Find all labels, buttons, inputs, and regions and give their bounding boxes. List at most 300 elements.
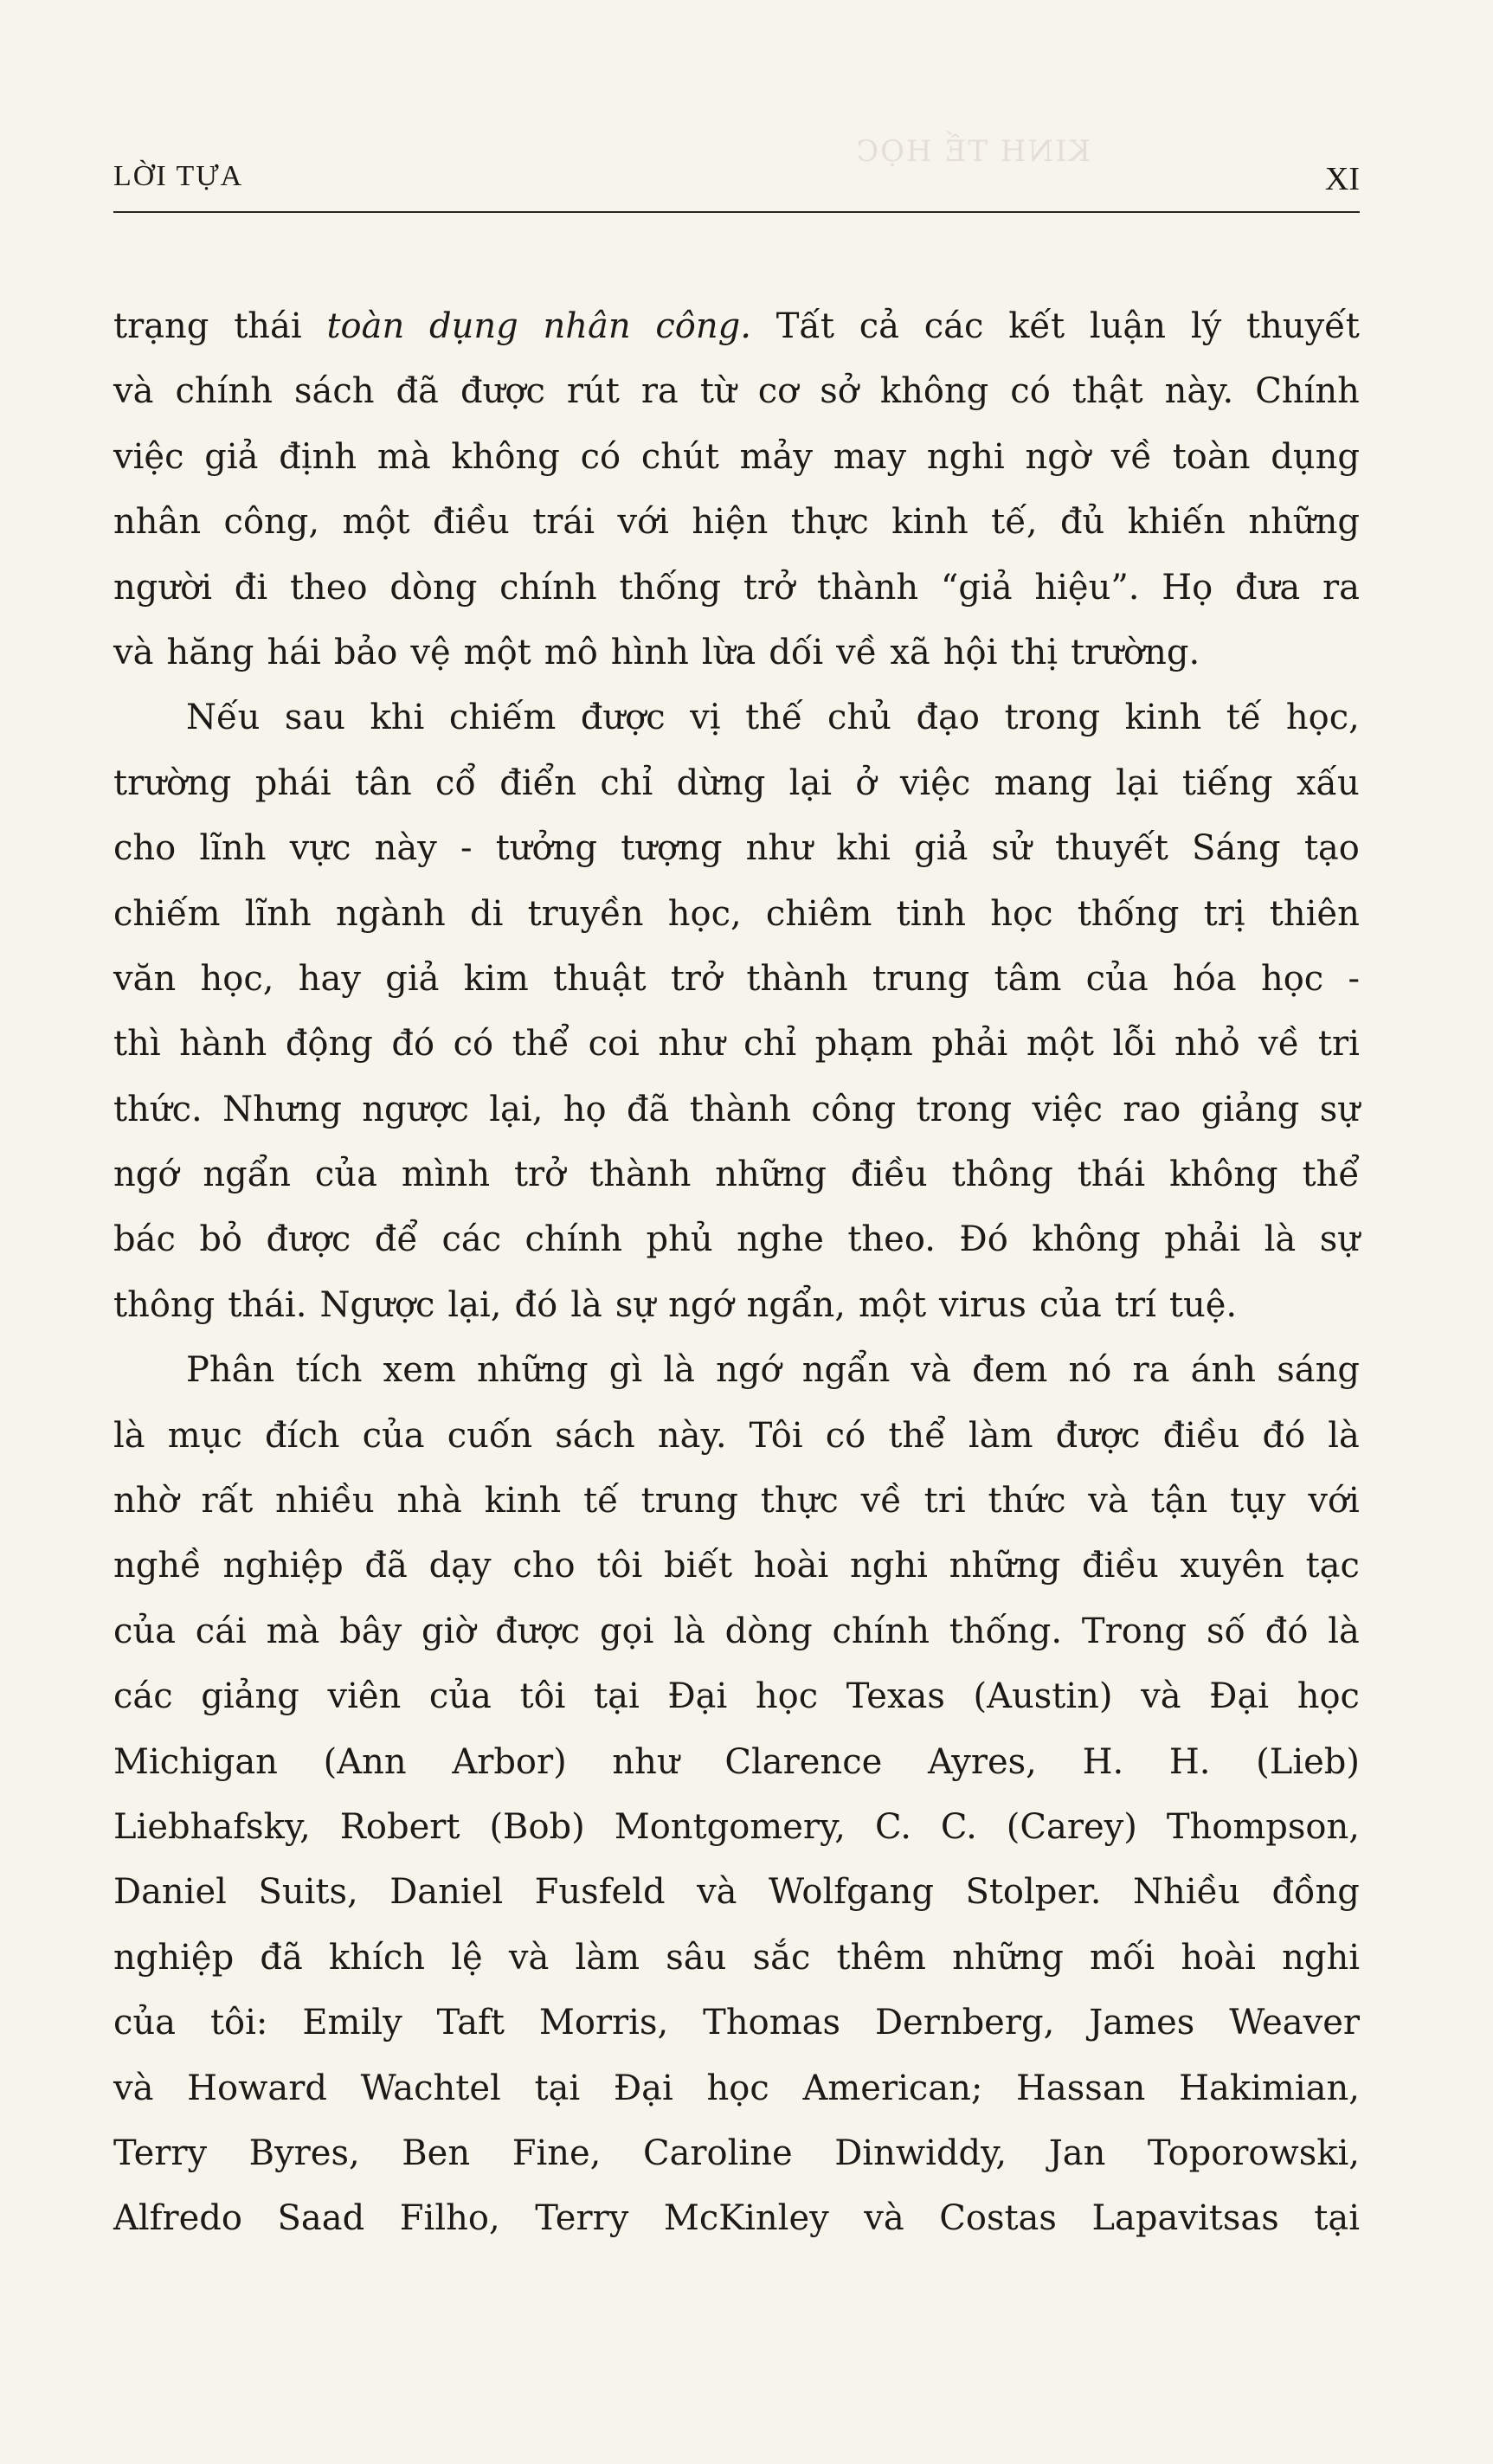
word: cả bbox=[859, 306, 899, 346]
word: được bbox=[495, 1611, 581, 1651]
word: mối bbox=[1090, 1937, 1155, 1978]
word: thuật bbox=[553, 958, 647, 999]
word: thông bbox=[113, 1284, 216, 1325]
word: có bbox=[825, 1415, 866, 1456]
word: chủ bbox=[827, 698, 891, 738]
word: hoài bbox=[753, 1546, 829, 1586]
word: Terry bbox=[535, 2198, 629, 2239]
word: giờ bbox=[422, 1611, 476, 1651]
word: nhỏ bbox=[1174, 1024, 1240, 1065]
word: sở bbox=[820, 371, 859, 412]
word: khi bbox=[836, 828, 891, 869]
word: xem bbox=[383, 1350, 456, 1391]
word: là bbox=[673, 1611, 705, 1651]
word: là bbox=[663, 1350, 695, 1391]
word: toàn bbox=[1172, 436, 1251, 477]
word: của bbox=[113, 1611, 177, 1651]
word: H. bbox=[1168, 1741, 1211, 1782]
word: ngớ bbox=[113, 1155, 179, 1195]
word: hóa bbox=[1172, 958, 1237, 999]
word: của bbox=[1085, 958, 1149, 999]
word: chỉ bbox=[743, 1024, 797, 1065]
word: và bbox=[1141, 1676, 1181, 1717]
word: thống. bbox=[949, 1611, 1063, 1651]
word: tôi bbox=[596, 1546, 643, 1586]
running-header bbox=[113, 160, 1360, 203]
word: và bbox=[911, 1350, 951, 1391]
word: được bbox=[460, 371, 545, 412]
word: Filho, bbox=[399, 2198, 500, 2239]
word: hình bbox=[610, 632, 689, 672]
word: (Ann bbox=[323, 1741, 407, 1782]
text-line bbox=[113, 882, 1360, 947]
word: một bbox=[463, 632, 531, 672]
word: được bbox=[1055, 1415, 1141, 1456]
word: coi bbox=[588, 1024, 640, 1065]
word: thái bbox=[234, 306, 302, 346]
word: ngành bbox=[336, 893, 446, 934]
word: cơ bbox=[757, 371, 799, 412]
word: học bbox=[1297, 1676, 1360, 1717]
word: tinh bbox=[896, 893, 967, 934]
word: là bbox=[1328, 1611, 1360, 1651]
word: những bbox=[952, 1937, 1064, 1978]
word: Hakimian, bbox=[1179, 2068, 1360, 2108]
word: nhà bbox=[396, 1481, 462, 1522]
word: sách bbox=[293, 371, 375, 412]
word: virus bbox=[939, 1284, 1026, 1325]
word: là bbox=[113, 1415, 145, 1456]
word: xấu bbox=[1296, 762, 1360, 803]
word: đó bbox=[1262, 1415, 1306, 1456]
word: thực bbox=[790, 502, 869, 543]
word: bác bbox=[113, 1219, 176, 1260]
word: Daniel bbox=[113, 1872, 227, 1913]
word: cái bbox=[195, 1611, 247, 1651]
word: mình bbox=[401, 1155, 491, 1195]
word: trái bbox=[532, 502, 595, 543]
word: kim bbox=[463, 958, 529, 999]
word: tuệ. bbox=[1168, 1284, 1238, 1325]
text-line bbox=[113, 490, 1360, 555]
word: phủ bbox=[646, 1219, 713, 1260]
word: ra bbox=[1322, 567, 1360, 608]
word: sử bbox=[991, 828, 1032, 869]
word: lại, bbox=[489, 1089, 544, 1129]
word: văn bbox=[113, 958, 177, 999]
word: C. bbox=[940, 1806, 977, 1847]
word: rút bbox=[566, 371, 620, 412]
word: C. bbox=[875, 1806, 911, 1847]
word: Stolper. bbox=[965, 1872, 1102, 1913]
word: Ayres, bbox=[927, 1741, 1037, 1782]
word: phạm bbox=[814, 1024, 913, 1065]
word: và bbox=[113, 632, 154, 672]
word: Nhưng bbox=[222, 1089, 342, 1129]
word: đích bbox=[264, 1415, 340, 1456]
word: tân bbox=[355, 762, 412, 803]
italic-word: nhân bbox=[543, 306, 631, 346]
word: tại bbox=[594, 1676, 640, 1717]
word: từ bbox=[699, 371, 737, 412]
word: nghề bbox=[113, 1546, 202, 1586]
word: - bbox=[1348, 958, 1360, 999]
word: luận bbox=[1089, 306, 1167, 346]
word: Wolfgang bbox=[769, 1872, 934, 1913]
text-line bbox=[113, 816, 1360, 881]
word: mà bbox=[266, 1611, 320, 1651]
word: sự bbox=[1319, 1089, 1360, 1129]
word: gọi bbox=[599, 1611, 654, 1651]
word: tế bbox=[1226, 698, 1262, 738]
word: lĩnh bbox=[244, 893, 312, 934]
word: đồng bbox=[1271, 1872, 1360, 1913]
word: một bbox=[342, 502, 410, 543]
word: khích bbox=[329, 1937, 425, 1978]
word: tượng bbox=[621, 828, 723, 869]
word: Toporowski, bbox=[1147, 2133, 1360, 2173]
word: và bbox=[864, 2198, 904, 2239]
word: cuốn bbox=[447, 1415, 533, 1456]
word: việc bbox=[113, 436, 184, 477]
word: phải bbox=[1164, 1219, 1241, 1260]
word: tại bbox=[1314, 2198, 1360, 2239]
word: những bbox=[476, 1350, 589, 1391]
word: mục bbox=[167, 1415, 242, 1456]
word: một bbox=[1026, 1024, 1094, 1065]
word: giả bbox=[204, 436, 259, 477]
word: tôi bbox=[519, 1676, 566, 1717]
word: trạng bbox=[113, 306, 209, 346]
word: họ bbox=[563, 1089, 607, 1129]
word: (Bob) bbox=[489, 1806, 585, 1847]
word: thái bbox=[1077, 1155, 1146, 1195]
word: các bbox=[923, 306, 984, 346]
word: chiếm bbox=[113, 893, 221, 934]
word: thị bbox=[1010, 632, 1059, 672]
word: những bbox=[1248, 502, 1360, 543]
word: phải bbox=[931, 1024, 1008, 1065]
italic-word: công. bbox=[655, 306, 751, 346]
word: di bbox=[469, 893, 504, 934]
word: Nhiều bbox=[1133, 1872, 1240, 1913]
body-text bbox=[113, 294, 1360, 2252]
word: gì bbox=[608, 1350, 643, 1391]
word: Jan bbox=[1048, 2133, 1106, 2173]
word: học, bbox=[200, 958, 274, 999]
word: học bbox=[1260, 958, 1324, 999]
word: Đại bbox=[667, 1676, 728, 1717]
word: được bbox=[266, 1219, 351, 1260]
word: rao bbox=[1123, 1089, 1181, 1129]
word: Thompson, bbox=[1166, 1806, 1360, 1847]
word: làm bbox=[575, 1937, 640, 1978]
word: Hassan bbox=[1016, 2068, 1146, 2108]
word: thông bbox=[951, 1155, 1053, 1195]
word: hay bbox=[298, 958, 361, 999]
text-line bbox=[113, 621, 1360, 685]
word: học, bbox=[1285, 698, 1360, 738]
word: trường bbox=[113, 762, 232, 803]
word: dối bbox=[769, 632, 824, 672]
word: chính bbox=[524, 1219, 623, 1260]
word: lệ bbox=[451, 1937, 483, 1978]
word: những bbox=[715, 1155, 827, 1195]
word: thành bbox=[689, 1089, 791, 1129]
word: Dinwiddy, bbox=[834, 2133, 1007, 2173]
text-line bbox=[113, 359, 1360, 424]
word: trở bbox=[670, 958, 723, 999]
word: Weaver bbox=[1229, 2003, 1360, 2043]
word: vực bbox=[289, 828, 351, 869]
text-line bbox=[113, 1142, 1360, 1207]
word: nghi bbox=[1282, 1937, 1360, 1978]
word: thì bbox=[113, 1024, 161, 1065]
text-line bbox=[113, 556, 1360, 621]
word: tại bbox=[534, 2068, 581, 2108]
word: một bbox=[858, 1284, 927, 1325]
word: “giả bbox=[940, 567, 1013, 608]
word: động bbox=[285, 1024, 373, 1065]
running-title: LỜI TỰA bbox=[113, 160, 244, 192]
word: này. bbox=[1164, 371, 1234, 412]
word: hành bbox=[179, 1024, 267, 1065]
word: chính bbox=[832, 1611, 930, 1651]
word: Ngược bbox=[319, 1284, 435, 1325]
word: không bbox=[1032, 1219, 1141, 1260]
word: tận bbox=[1150, 1481, 1208, 1522]
word: dừng bbox=[676, 762, 766, 803]
word: học bbox=[755, 1676, 819, 1717]
word: nó bbox=[1068, 1350, 1112, 1391]
word: và bbox=[113, 371, 154, 412]
word: chút bbox=[640, 436, 719, 477]
word: với bbox=[617, 502, 669, 543]
word: Fusfeld bbox=[534, 1872, 666, 1913]
word: ở bbox=[855, 762, 877, 803]
word: học bbox=[706, 2068, 769, 2108]
word: xã bbox=[890, 632, 930, 672]
word: thống bbox=[619, 567, 722, 608]
word: về bbox=[1258, 1024, 1300, 1065]
word: của bbox=[113, 2003, 177, 2043]
word: mảy bbox=[739, 436, 813, 477]
word: rất bbox=[201, 1481, 254, 1522]
word: giảng bbox=[1200, 1089, 1300, 1129]
word: các bbox=[441, 1219, 502, 1260]
word: tâm bbox=[994, 958, 1062, 999]
word: Thomas bbox=[703, 2003, 840, 2043]
text-line bbox=[113, 294, 1360, 359]
word: Costas bbox=[939, 2198, 1057, 2239]
word: trong bbox=[1004, 698, 1101, 738]
word: mang bbox=[994, 762, 1092, 803]
word: lỗi bbox=[1112, 1024, 1156, 1065]
word: biết bbox=[663, 1546, 733, 1586]
word: Michigan bbox=[113, 1741, 278, 1782]
text-line bbox=[113, 1991, 1360, 2055]
text-line bbox=[113, 2186, 1360, 2251]
word: thể bbox=[1302, 1155, 1360, 1195]
word: nhiều bbox=[274, 1481, 375, 1522]
text-line bbox=[113, 1404, 1360, 1469]
word: thế bbox=[745, 698, 803, 738]
word: dòng bbox=[389, 567, 478, 608]
word: theo. bbox=[847, 1219, 936, 1260]
word: Họ bbox=[1162, 567, 1213, 608]
word: điều bbox=[433, 502, 510, 543]
word: trung bbox=[640, 1481, 738, 1522]
word: cho bbox=[113, 828, 177, 869]
word: đạo bbox=[916, 698, 980, 738]
word: không bbox=[451, 436, 560, 477]
word: đó bbox=[391, 1024, 435, 1065]
word: ra bbox=[1132, 1350, 1170, 1391]
word: bây bbox=[339, 1611, 402, 1651]
word: là bbox=[1328, 1415, 1360, 1456]
word: trong bbox=[916, 1089, 1013, 1129]
word: đã bbox=[396, 371, 439, 412]
word: chỉ bbox=[600, 762, 653, 803]
word: Robert bbox=[339, 1806, 460, 1847]
word: đã bbox=[364, 1546, 408, 1586]
word: chính bbox=[499, 567, 597, 608]
word: Morris, bbox=[538, 2003, 669, 2043]
word: tụy bbox=[1230, 1481, 1286, 1522]
word: việc bbox=[899, 762, 971, 803]
word: tế, bbox=[991, 502, 1038, 543]
word: Howard bbox=[187, 2068, 327, 2108]
word: Tất bbox=[775, 306, 834, 346]
word: ngược bbox=[362, 1089, 469, 1129]
text-line bbox=[113, 1534, 1360, 1599]
word: điều bbox=[1162, 1415, 1240, 1456]
word: hoài bbox=[1181, 1937, 1256, 1978]
word: hội bbox=[943, 632, 998, 672]
word: Tôi bbox=[749, 1415, 803, 1456]
word: như bbox=[612, 1741, 679, 1782]
word: Terry bbox=[113, 2133, 208, 2173]
word: và bbox=[508, 1937, 550, 1978]
word: những bbox=[949, 1546, 1061, 1586]
page-number: XI bbox=[1324, 161, 1360, 197]
word: học, bbox=[667, 893, 742, 934]
word: về bbox=[860, 1481, 902, 1522]
word: về bbox=[1110, 436, 1152, 477]
word: làm bbox=[968, 1415, 1033, 1456]
word: chính bbox=[175, 371, 273, 412]
word: Liebhafsky, bbox=[113, 1806, 311, 1847]
word: giả bbox=[385, 958, 440, 999]
word: khi bbox=[370, 698, 425, 738]
word: số bbox=[1206, 1611, 1245, 1651]
word: mà bbox=[376, 436, 431, 477]
word: thể bbox=[888, 1415, 946, 1456]
word: nghi bbox=[850, 1546, 928, 1586]
word: đã bbox=[260, 1937, 303, 1978]
word: Alfredo bbox=[113, 2198, 242, 2239]
word: của bbox=[314, 1155, 377, 1195]
word: lý bbox=[1190, 306, 1222, 346]
word: Đại bbox=[1209, 1676, 1270, 1717]
word: của bbox=[1039, 1284, 1102, 1325]
word: hiện bbox=[692, 502, 769, 543]
word: giả bbox=[914, 828, 969, 869]
word: tạo bbox=[1303, 828, 1360, 869]
word: định bbox=[279, 436, 357, 477]
word: tưởng bbox=[495, 828, 598, 869]
word: Lapavitsas bbox=[1091, 2198, 1279, 2239]
word: theo bbox=[289, 567, 368, 608]
word: trí bbox=[1114, 1284, 1156, 1325]
word: may bbox=[833, 436, 907, 477]
text-line bbox=[113, 2056, 1360, 2121]
word: thức bbox=[988, 1481, 1066, 1522]
word: ngờ bbox=[1025, 436, 1091, 477]
word: nghe bbox=[737, 1219, 824, 1260]
word: Saad bbox=[277, 2198, 365, 2239]
word: điển bbox=[499, 762, 577, 803]
word: vị bbox=[690, 698, 721, 738]
word: trường. bbox=[1071, 632, 1200, 672]
word: lại, bbox=[447, 1284, 502, 1325]
word: khiến bbox=[1127, 502, 1226, 543]
word: tiếng bbox=[1181, 762, 1273, 803]
word: thực bbox=[760, 1481, 839, 1522]
word: American; bbox=[802, 2068, 983, 2108]
word: ngớ bbox=[668, 1284, 734, 1325]
word: James bbox=[1089, 2003, 1195, 2043]
word: điều bbox=[1082, 1546, 1159, 1586]
word: kinh bbox=[1124, 698, 1202, 738]
word: sự bbox=[615, 1284, 656, 1325]
word: sau bbox=[284, 698, 346, 738]
word: với bbox=[1308, 1481, 1360, 1522]
word: sự bbox=[1319, 1219, 1360, 1260]
word: nhờ bbox=[113, 1481, 179, 1522]
word: đủ bbox=[1059, 502, 1105, 543]
word: cho bbox=[512, 1546, 576, 1586]
word: đó bbox=[1265, 1611, 1309, 1651]
word: sắc bbox=[752, 1937, 811, 1978]
text-line bbox=[113, 2121, 1360, 2186]
word: không bbox=[1169, 1155, 1278, 1195]
word: và bbox=[697, 1872, 737, 1913]
word: nghiệp bbox=[113, 1937, 235, 1978]
word: nhân bbox=[113, 502, 202, 543]
word: chiêm bbox=[765, 893, 872, 934]
word: đã bbox=[626, 1089, 670, 1129]
word: bảo bbox=[333, 632, 398, 672]
word: thống bbox=[1077, 893, 1180, 934]
word: này bbox=[374, 828, 437, 869]
word: Đại bbox=[613, 2068, 673, 2108]
word: đem bbox=[972, 1350, 1048, 1391]
word: thái. bbox=[228, 1284, 307, 1325]
word: công, bbox=[223, 502, 320, 543]
word: hái bbox=[267, 632, 321, 672]
word: ngẩn, bbox=[746, 1284, 846, 1325]
text-line bbox=[113, 1860, 1360, 1925]
word: dòng bbox=[724, 1611, 813, 1651]
word: dụng bbox=[1271, 436, 1360, 477]
word: Clarence bbox=[724, 1741, 883, 1782]
word: điều bbox=[850, 1155, 928, 1195]
word: nghiệp bbox=[222, 1546, 344, 1586]
word: đi bbox=[234, 567, 268, 608]
bleed-through-text: KINH TẾ HỌC bbox=[854, 134, 1091, 169]
word: chiếm bbox=[448, 698, 557, 738]
